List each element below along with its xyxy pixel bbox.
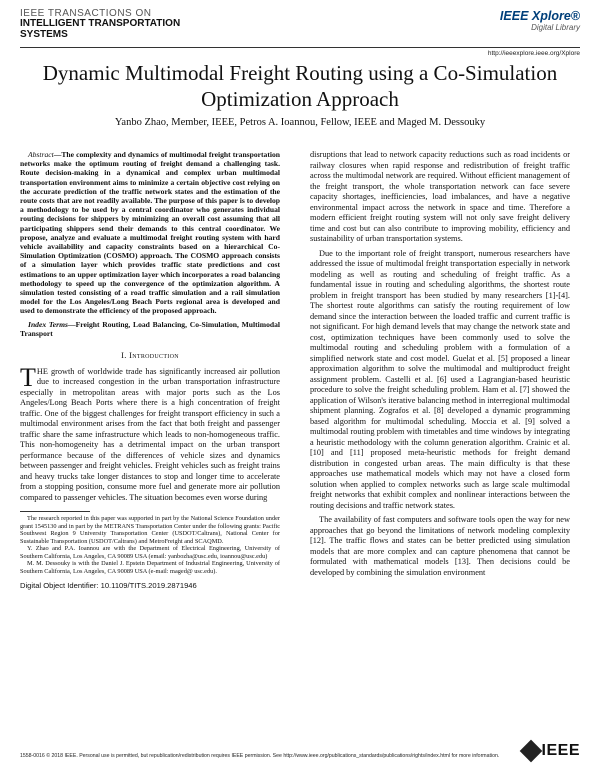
- left-column: [20, 150, 280, 592]
- abstract-text: —The complexity and dynamics of multimodal freight transportation networks make the optimum routing of freight demand a challenging task. Route decision-making in a dynamical and complex urban multimodal transportation environment aims to minimize a certain objective cost relying on the accurate prediction of the traffic network states and the estimation of the route costs that are not readily available. The purpose of this paper is to develop a methodology to be used by a central coordinator who generates individual routing decisions for shippers by minimizing an overall cost assuming that all participating shippers send their demands to this central coordinator. We propose, analyze and evaluate a multimodal freight routing system with hard vehicle availability and capacity constraints based on a hierarchical Co-Simulation Optimization (COSMO) approach. The COSMO approach consists of a simulation layer which provides traffic state predictions and cost estimations to an upper optimization layer which incorporates a road balancing methodology to speed up the convergence of the optimization algorithm. A simulation tested consisting of a road traffic simulation and a rail simulation model for the Los Angeles/Long Beach Ports regional area is developed and used to demonstrate the efficiency of the proposed approach.: [20, 150, 280, 316]
- footnote-affiliation-1: Y. Zhao and P.A. Ioannou are with the Department of Electrical Engineering, University of Southern California, Los Angeles, CA 90089 USA (email: yanbozha@usc.edu, ioannou@usc.edu): [20, 545, 280, 560]
- intro-paragraph-1: [20, 362, 280, 504]
- intro-paragraph-1-text: HE growth of worldwide trade has significantly increased air pollution due to increased congestion in the urban transportation infrastructure especially in metropolitan areas with major ports such as the Los Angeles/Long Beach Ports where there is a high concentration of freight traffic. One of the biggest challenges for freight transport efficiency in such a multimodal environment arises from the fact that both freight and passenger traffic share the same infrastructure which leads to non-homogeneous traffic. This non-homogeneity has a detrimental impact on the urban transport performance because of the differences of vehicle sizes and dynamics between passenger and freight vehicles. Freight vehicles such as freight trains and heavy trucks take longer distances to stop and longer time to accelerate from a stopping position, consume more fuel and generate more air pollution compared to passenger vehicles. The situation becomes even worse during: [20, 366, 280, 502]
- abstract: [20, 150, 280, 316]
- right-paragraph-2: Due to the important role of freight transport, numerous researchers have addressed the issue of multimodal freight transportation especially in network modeling as well as routing and scheduling of freight traffic. As a fundamental issue in routing and scheduling algorithms, the shortest route problem in freight transport has been studied by many researchers [1]-[4]. The shortest route algorithms can satisfy the routing requirement of low demand since the interaction between the loaded traffic and current traffic is not significant. For high demand levels that may change the network state and cost, optimization techniques have been commonly used to solve the multimodal routing and scheduling problem with a formulation of a simplified network state and cost model. Guelat et al. [5] proposed a linear approximation algorithm to solve the multimodal and multiproduct freight assignment problem. Castelli et al. [6] used a Lagrangian-based heuristic procedure to solve the freight scheduling problem. Ham et al. [7] showed the application of Wilson's iterative balancing method in interregional multimodal shipment planning. Zografos et al. [8] developed a dynamic programming based algorithm for multimodal scheduling. Moccia et al. [9] solved a multimodal routing problem with timetables and time windows by integrating a heuristic methodology with the column generation algorithm. Crainic et al. [10] and [11] proposed meta-heuristic methods for freight demand distribution in congested urban areas. The main difficulty is that these approaches use mathematical models which may not have a closed form solution when applied to complex networks such as large scale multimodal freight networks that exhibit complex and nonlinear interactions between the routing decisions and traffic network states.: [310, 248, 570, 510]
- license-footer: 1558-0016 © 2018 IEEE. Personal use is permitted, but republication/redistribution requires IEEE permission. See http://www.ieee.org/publications_standards/publications/rights/index.html for more information.: [20, 753, 500, 759]
- paper-title: Dynamic Multimodal Freight Routing using a Co-Simulation Optimization Approach: [42, 61, 558, 111]
- abstract-lead: Abstract: [28, 150, 54, 159]
- right-paragraph-1: disruptions that lead to network capacity reductions such as road incidents or railway closures when rapid response and redistribution of freight traffic across the multimodal network are required. Without efficient management of the freight transport, the whole transportation network can face severe capacity shortages, inefficiencies, load imbalances, and have a negative environmental impact across the network in space and time. Therefore a modern efficient freight routing system will not only save freight delivery time and cost but can also contribute to improving mobility, efficiency and sustainability of urban transportation systems.: [310, 150, 570, 243]
- ieee-footer-logo: [523, 742, 580, 760]
- footnote-funding: The research reported in this paper was supported in part by the National Science Foundation under grant 1545130 and in part by the METRANS Transportation Center under the following grants: Pacific Southwest Region 9 University Transportation Center (USDOT/Caltrans), National Center for Sustainable Transportation (USDOT/Caltrans) and MetroFreight and SCAQMD.: [20, 515, 280, 545]
- doi: Digital Object Identifier: 10.1109/TITS.2019.2871946: [20, 581, 197, 591]
- xplore-subtitle: Digital Library: [531, 23, 580, 32]
- index-terms-text: —Freight Routing, Load Balancing, Co-Simulation, Multimodal Transport: [20, 319, 280, 338]
- journal-line-3: SYSTEMS: [20, 28, 68, 40]
- drop-cap: T: [20, 362, 36, 392]
- ieee-diamond-icon: [519, 740, 542, 763]
- header-rule: [20, 47, 580, 48]
- journal-line-1: IEEE TRANSACTIONS ON: [20, 8, 152, 19]
- ieee-logo-word: IEEE: [541, 742, 580, 759]
- right-paragraph-3: The availability of fast computers and software tools open the way for new approaches that go beyond the limitations of network modeling complexity [12]. The traffic flows and states can be better predicted using simulation models that are more complex and can capture phenomena that cannot be formulated with mathematical models [13]. Then decisions could be developed by combining the simulation environment: [310, 515, 570, 577]
- journal-header: [20, 8, 250, 40]
- xplore-brand: IEEE Xplore®: [499, 9, 580, 23]
- footnote-rule: [20, 511, 90, 512]
- index-terms: [20, 320, 280, 338]
- paper-authors: Yanbo Zhao, Member, IEEE, Petros A. Ioannou, Fellow, IEEE and Maged M. Dessouky: [114, 117, 486, 128]
- index-terms-lead: Index Terms: [28, 319, 68, 329]
- ieee-xplore-logo: [500, 10, 580, 32]
- right-column: [310, 150, 570, 578]
- journal-line-2: INTELLIGENT TRANSPORTATION: [20, 18, 181, 29]
- xplore-url: http://ieeexplore.ieee.org/Xplore: [487, 50, 580, 57]
- section-heading-introduction: I. Introduction: [121, 350, 179, 361]
- footnote-affiliation-2: M. M. Dessouky is with the Daniel J. Epstein Department of Industrial Engineering, University of Southern California, Los Angeles, CA 90089 USA (e-mail: maged@ usc.edu).: [20, 560, 280, 575]
